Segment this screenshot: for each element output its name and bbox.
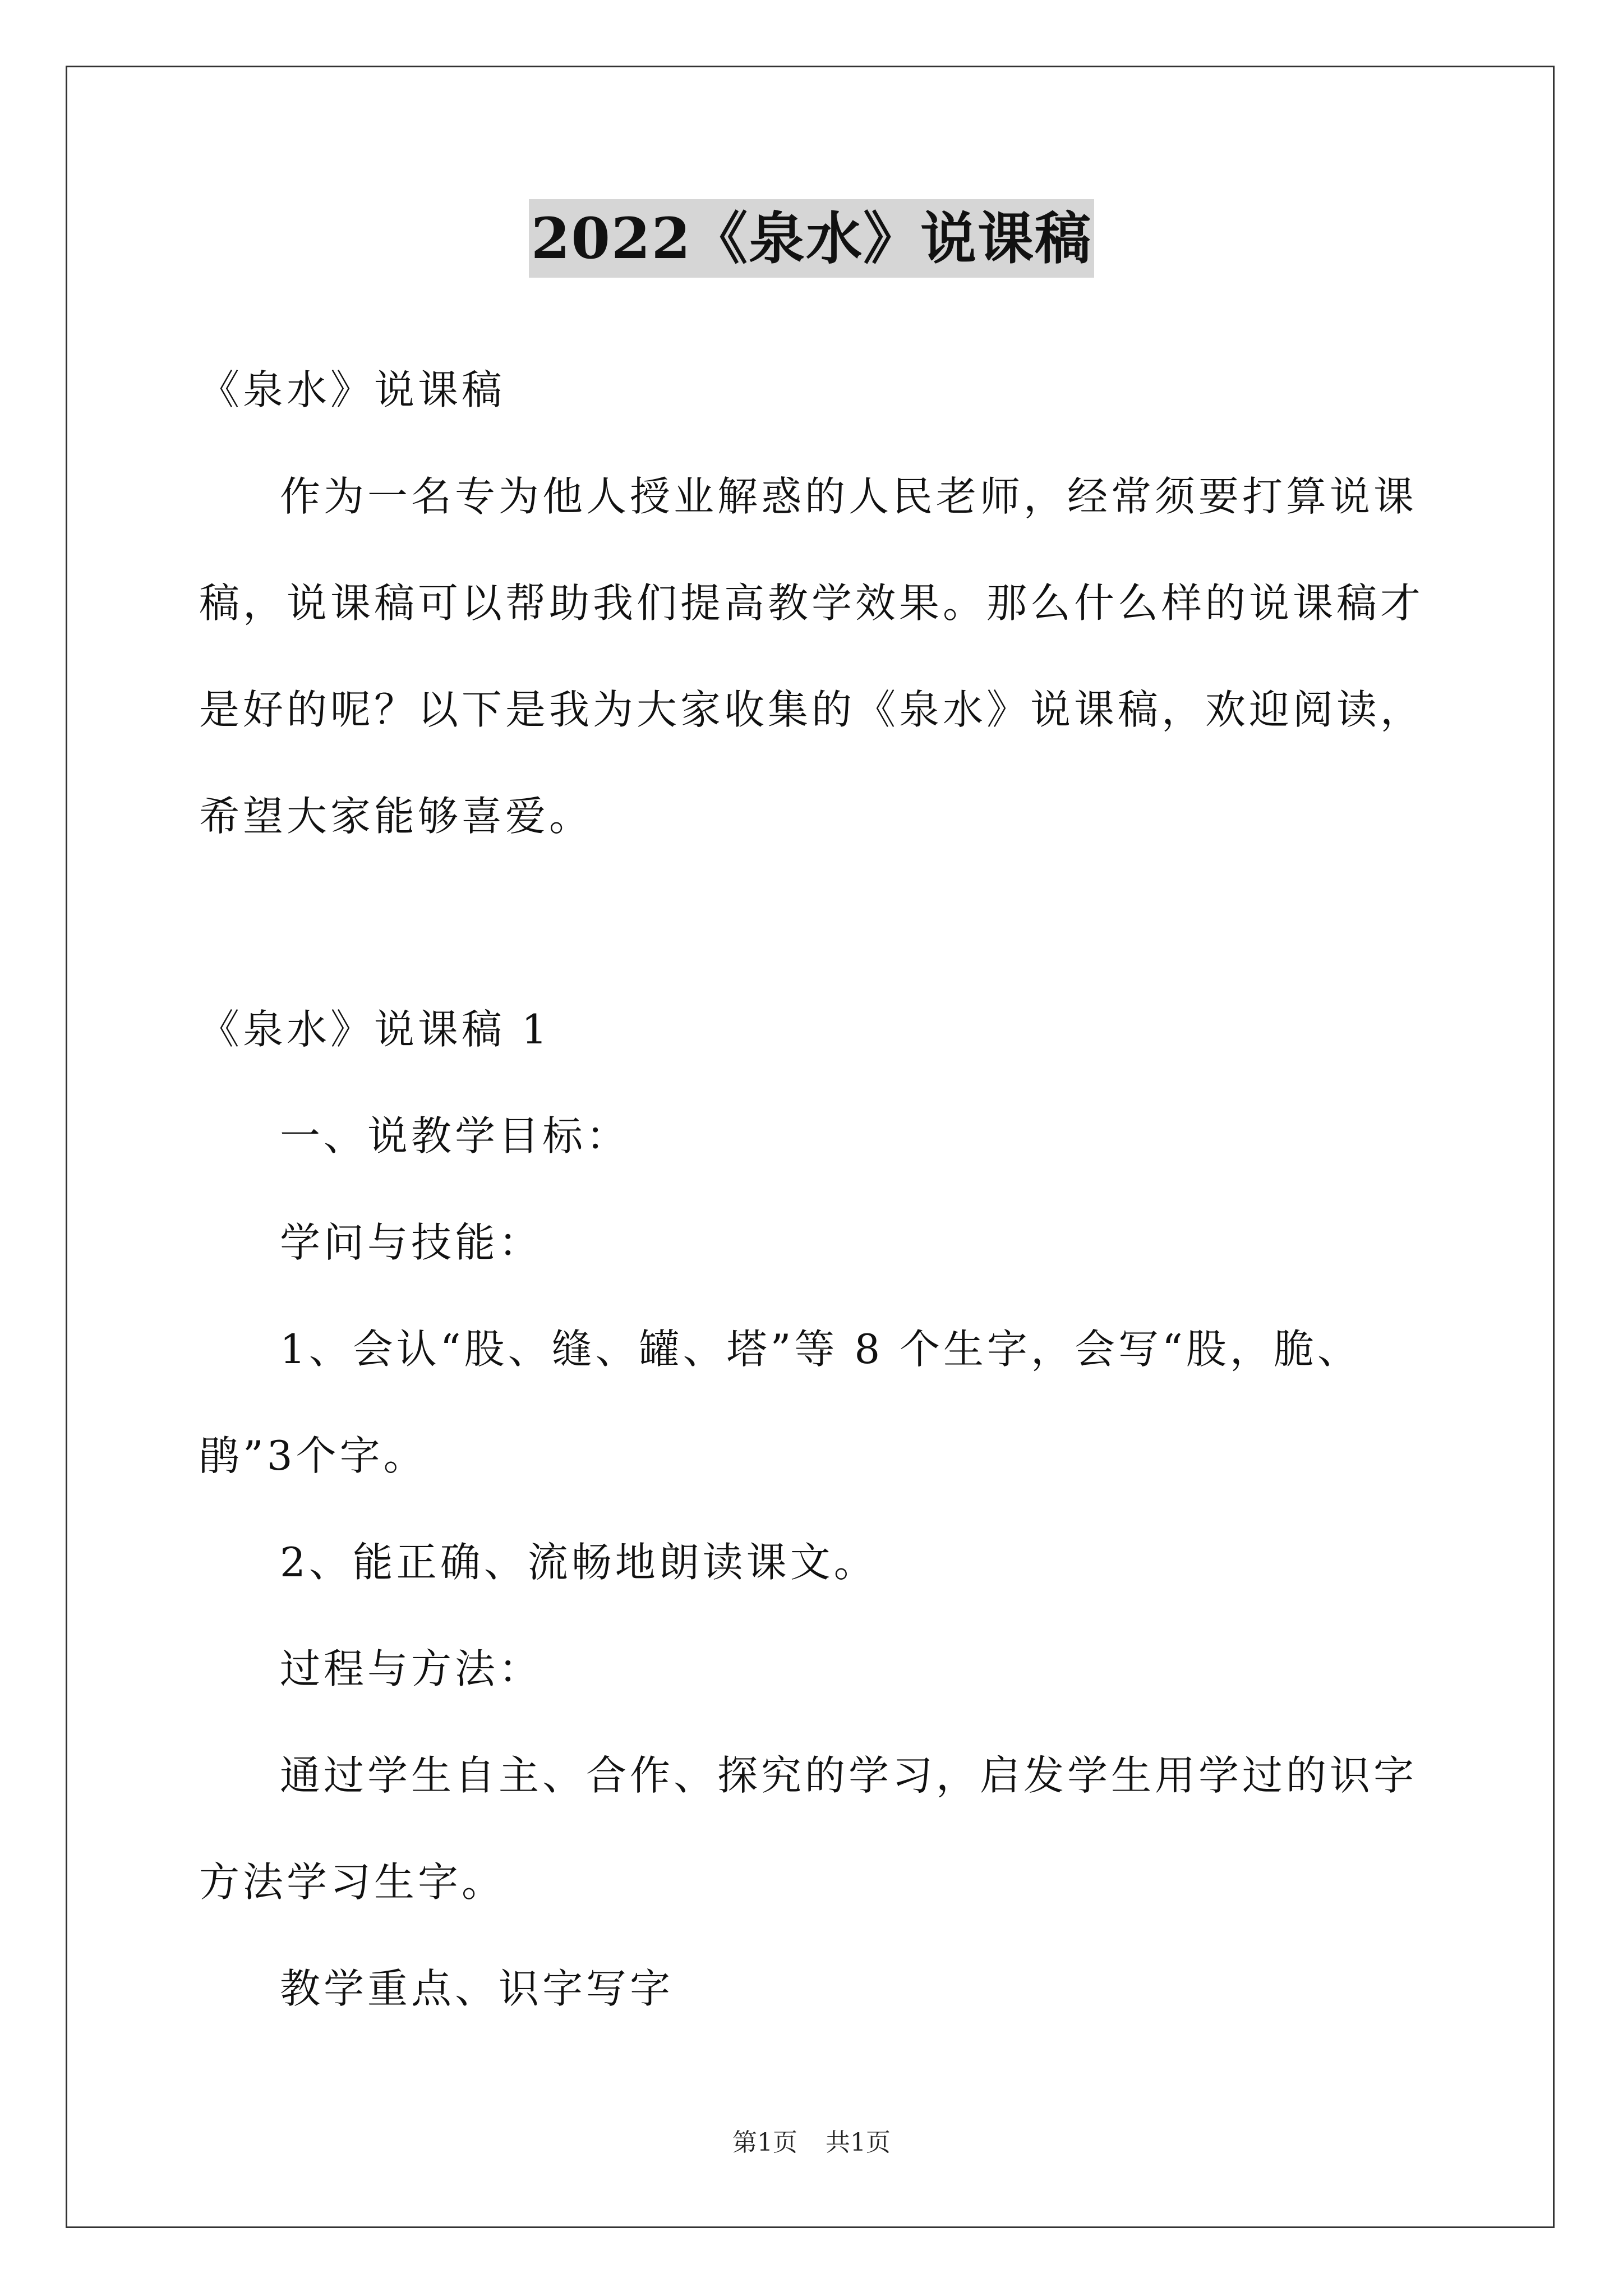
paragraph-process-methods: 过程与方法： <box>280 1645 543 1692</box>
paragraph-key-points: 教学重点、识字写字 <box>280 1965 674 2012</box>
document-title: 2022《泉水》说课稿 <box>529 199 1094 278</box>
page-total: 共1页 <box>826 2128 891 2157</box>
page-footer <box>0 2126 1623 2160</box>
paragraph-item-1: 1、会认“股、缝、罐、塔”等 8 个生字，会写“股，脆、鹃”3个字。 <box>199 1326 1361 1479</box>
section-gap <box>199 869 1444 976</box>
paragraph-process-detail: 通过学生自主、合作、探究的学习，启发学生用学过的识字方法学习生字。 <box>199 1752 1418 1906</box>
paragraph-section-heading: 《泉水》说课稿 1 <box>199 1006 551 1053</box>
paragraph-teaching-goals: 一、说教学目标： <box>280 1112 630 1159</box>
paragraph-item-2: 2、能正确、流畅地朗读课文。 <box>280 1539 878 1586</box>
page-number: 第1页 <box>732 2128 797 2157</box>
paragraph-intro: 作为一名专为他人授业解惑的人民老师，经常须要打算说课稿，说课稿可以帮助我们提高教学效果。那么什么样的说课稿才是好的呢？以下是我为大家收集的《泉水》说课稿，欢迎阅读，希望大家能够喜爱。 <box>199 473 1424 840</box>
title-container <box>0 199 1623 278</box>
paragraph-knowledge-skills: 学问与技能： <box>280 1219 543 1266</box>
paragraph-subtitle: 《泉水》说课稿 <box>199 366 506 413</box>
document-body <box>199 337 1444 2042</box>
